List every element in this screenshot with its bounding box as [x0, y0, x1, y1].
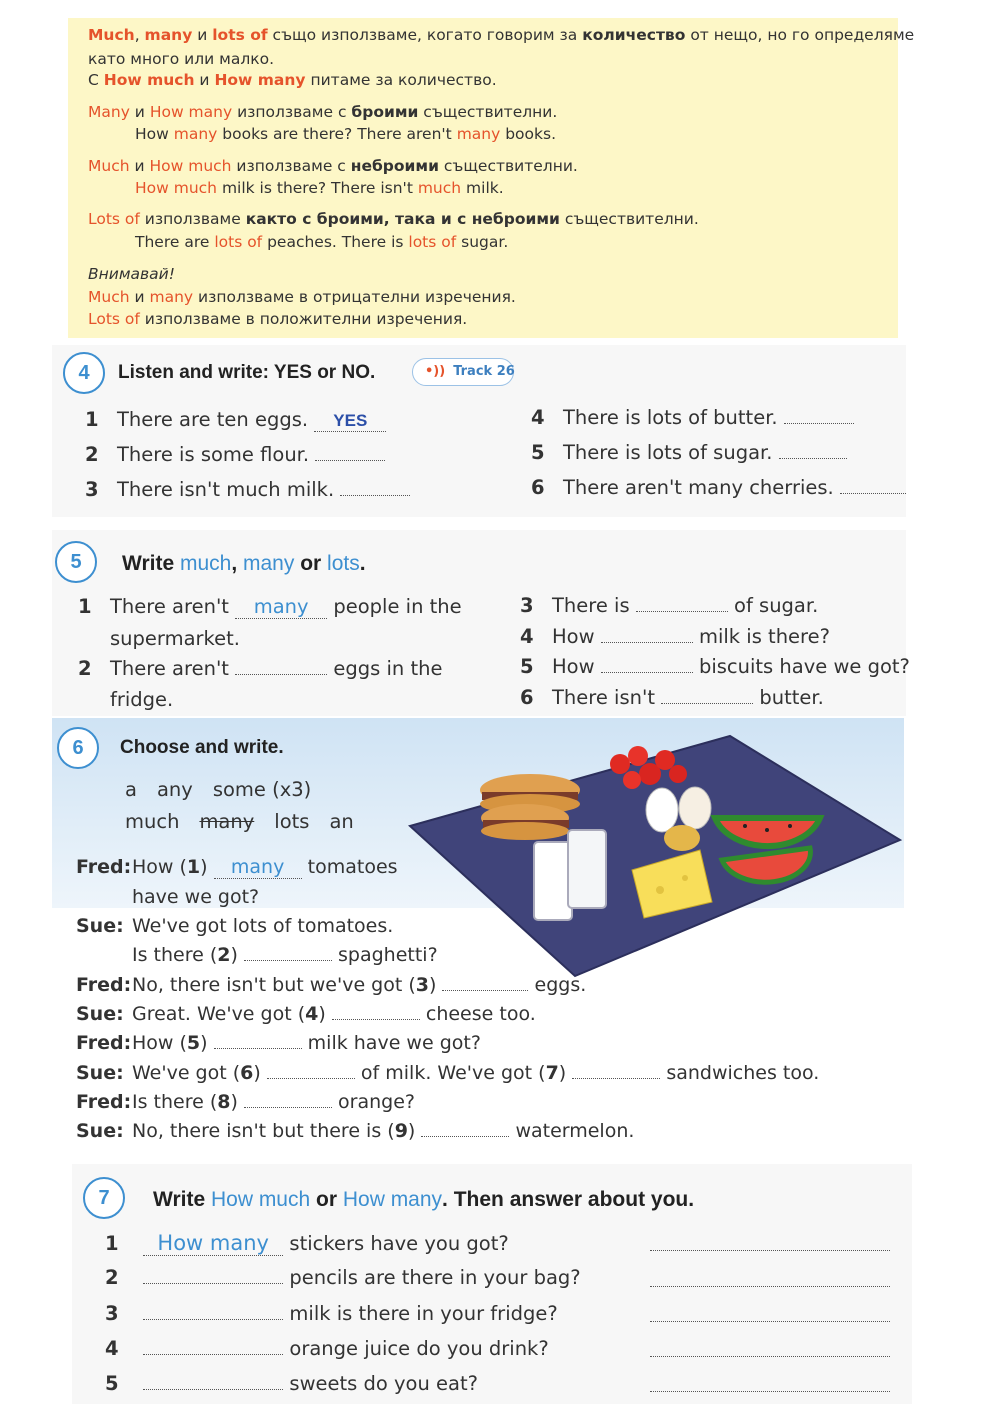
grammar-many-rule: Many и How many използваме с броими съществителни. [88, 103, 558, 121]
ex7-personal-answer-2[interactable] [650, 1286, 890, 1287]
grammar-positive: Lots of използваме в положителни изречения. [88, 310, 468, 328]
ex7-item-3: 3 milk is there in your fridge? [105, 1302, 558, 1325]
dialogue-line-4: Is there (2) spaghetti? [132, 944, 438, 966]
ex4-answer-5[interactable] [779, 458, 847, 459]
ex4-item-2: 2 There is some flour. [85, 443, 385, 466]
ex7-personal-answer-1[interactable] [650, 1250, 890, 1251]
ex5-answer-1[interactable]: many [235, 595, 327, 619]
ex7-answer-4[interactable] [143, 1354, 283, 1355]
picnic-illustration [400, 730, 904, 980]
ex4-answer-6[interactable] [840, 493, 906, 494]
ex7-item-5: 5 sweets do you eat? [105, 1372, 478, 1395]
milk-glasses-image [534, 830, 606, 920]
ex5-answer-3[interactable] [636, 611, 728, 612]
ex5-item-4: 4 How milk is there? [520, 625, 830, 648]
ex6-answer-4[interactable] [332, 1019, 420, 1020]
ex7-personal-answer-4[interactable] [650, 1356, 890, 1357]
ex4-item-1: 1 There are ten eggs. YES [85, 408, 386, 432]
exercise-4-title: Listen and write: YES or NO. [118, 362, 376, 383]
ex5-answer-2[interactable] [235, 674, 327, 675]
word-box-row-1: a any some (x3) [125, 778, 312, 801]
dialogue-line-5: Fred:No, there isn't but we've got (3) eggs. [76, 974, 587, 996]
dialogue-line-1: Fred:How (1) many tomatoes [76, 856, 398, 878]
grammar-ask: С How much и How many питаме за количество. [88, 71, 497, 89]
exercise-7-number: 7 [83, 1177, 125, 1219]
speaker-icon: •)) [425, 364, 446, 379]
ex5-answer-6[interactable] [661, 703, 753, 704]
ex7-item-1: 1 How many stickers have you got? [105, 1231, 509, 1255]
ex4-item-4: 4 There is lots of butter. [531, 406, 854, 429]
ex4-answer-4[interactable] [784, 423, 854, 424]
ex6-answer-8[interactable] [244, 1107, 332, 1108]
ex7-answer-2[interactable] [143, 1283, 283, 1284]
dialogue-line-6: Sue: Great. We've got (4) cheese too. [76, 1003, 536, 1025]
ex4-answer-1[interactable]: YES [314, 411, 386, 432]
ex4-item-3: 3 There isn't much milk. [85, 478, 410, 501]
ex7-answer-1[interactable]: How many [143, 1231, 283, 1256]
ex4-item-5: 5 There is lots of sugar. [531, 441, 847, 464]
dialogue-line-8: Sue: We've got (6) of milk. We've got (7) sandwiches too. [76, 1062, 820, 1084]
grammar-negative: Much и many използваме в отрицателни изречения. [88, 288, 516, 306]
grammar-many-example: How many books are there? There aren't many books. [135, 125, 556, 143]
ex7-answer-3[interactable] [143, 1319, 283, 1320]
ex4-answer-3[interactable] [340, 495, 410, 496]
exercise-5-title: Write much, many or lots. [122, 552, 366, 575]
dialogue-line-9: Fred:Is there (8) orange? [76, 1091, 415, 1113]
grammar-much-rule: Much и How much използваме с неброими съществителни. [88, 157, 578, 175]
ex5-answer-4[interactable] [601, 642, 693, 643]
ex6-answer-3[interactable] [442, 990, 528, 991]
dialogue-line-3: Sue: We've got lots of tomatoes. [76, 915, 394, 937]
dialogue-line-2: have we got? [132, 886, 260, 908]
ex6-answer-1[interactable]: many [214, 856, 302, 879]
exercise-4-number: 4 [63, 352, 105, 394]
ex5-item-2: 2 There aren't eggs in the [78, 657, 443, 680]
ex7-personal-answer-5[interactable] [650, 1391, 890, 1392]
dialogue-line-10: Sue: No, there isn't but there is (9) watermelon. [76, 1120, 635, 1142]
word-box-row-2: much many lots an [125, 810, 354, 833]
exercise-6-title: Choose and write. [120, 737, 284, 758]
ex5-item-1-cont: supermarket. [110, 627, 240, 650]
ex4-item-6: 6 There aren't many cherries. [531, 476, 906, 499]
ex6-answer-6[interactable] [267, 1078, 355, 1079]
ex7-personal-answer-3[interactable] [650, 1321, 890, 1322]
ex5-item-3: 3 There is of sugar. [520, 594, 819, 617]
ex6-answer-7[interactable] [572, 1078, 660, 1079]
ex7-item-2: 2 pencils are there in your bag? [105, 1266, 581, 1289]
grammar-intro-2: като много или малко. [88, 50, 275, 68]
ex5-item-5: 5 How biscuits have we got? [520, 655, 910, 678]
ex6-answer-5[interactable] [214, 1048, 302, 1049]
ex5-answer-5[interactable] [601, 672, 693, 673]
ex4-answer-2[interactable] [315, 460, 385, 461]
grammar-note [68, 18, 915, 338]
dialogue-line-7: Fred:How (5) milk have we got? [76, 1032, 481, 1054]
grammar-lots-example: There are lots of peaches. There is lots of sugar. [135, 233, 509, 251]
ex7-item-4: 4 orange juice do you drink? [105, 1337, 549, 1360]
ex5-item-6: 6 There isn't butter. [520, 686, 824, 709]
exercise-6-number: 6 [57, 727, 99, 769]
track-26-audio-button[interactable]: •)) Track 26 [412, 358, 514, 386]
sandwiches-image [480, 774, 580, 840]
grammar-lots-rule: Lots of използваме както с броими, така и с неброими съществителни. [88, 210, 699, 228]
exercise-7-title: Write How much or How many. Then answer about you. [153, 1188, 695, 1211]
ex7-answer-5[interactable] [143, 1389, 283, 1390]
grammar-much-example: How much milk is there? There isn't much milk. [135, 179, 504, 197]
exercise-5-number: 5 [55, 541, 97, 583]
ex5-item-1: 1 There aren't many people in the [78, 595, 462, 618]
ex6-answer-9[interactable] [421, 1136, 509, 1137]
ex5-item-2-cont: fridge. [110, 688, 174, 711]
grammar-intro: Much, many и lots of също използваме, когато говорим за количество от нещо, но го определяме [88, 26, 915, 44]
grammar-attention: Внимавай! [88, 265, 175, 283]
ex6-answer-2[interactable] [244, 960, 332, 961]
